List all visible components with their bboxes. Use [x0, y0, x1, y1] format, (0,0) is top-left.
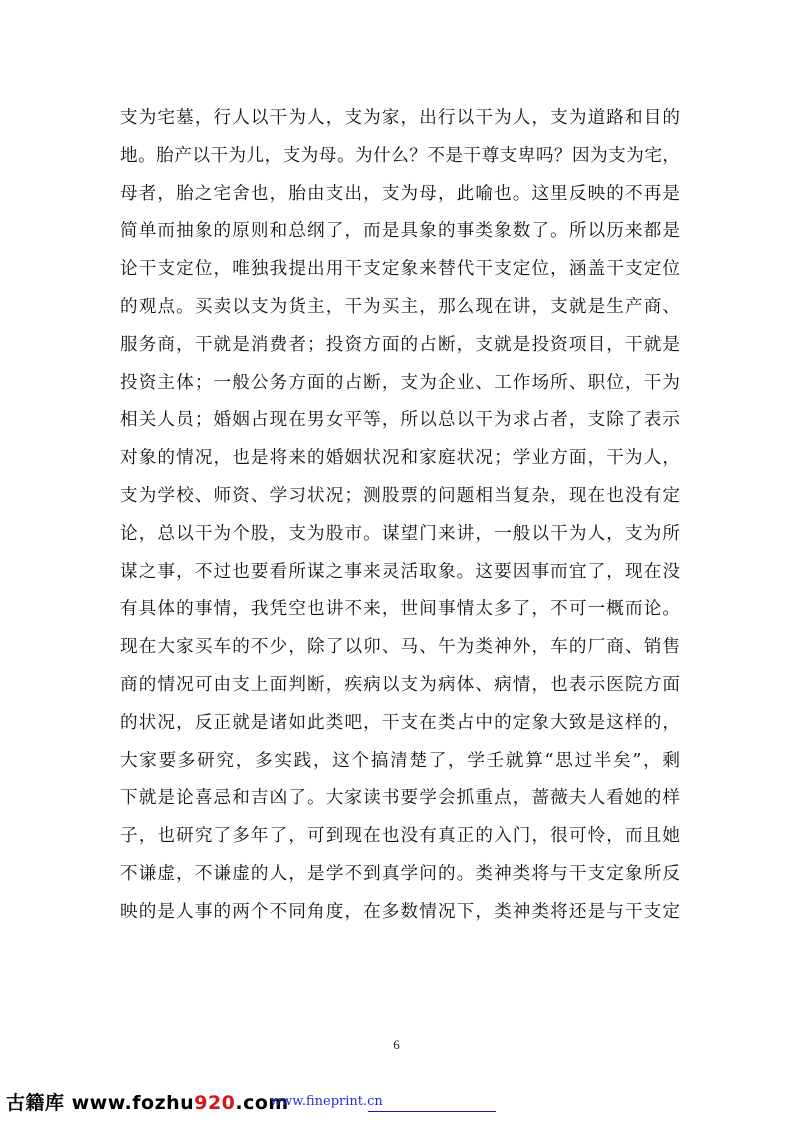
document-body [120, 100, 680, 932]
link-underline [368, 1111, 496, 1112]
text-line: 映的是人事的两个不同角度，在多数情况下，类神类将还是与干支定 [120, 901, 680, 922]
site-logo-suffix: .com [235, 1092, 289, 1114]
text-line: 大家要多研究，多实践，这个搞清楚了，学壬就算“思过半矣”，剩 [120, 750, 680, 771]
text-line: 现在大家买车的不少，除了以卯、马、午为类神外，车的厂商、销售 [120, 637, 680, 658]
text-line: 投资主体；一般公务方面的占断，支为企业、工作场所、职位，干为 [120, 372, 680, 393]
text-line: 母者，胎之宅舍也，胎由支出，支为母，此喻也。这里反映的不再是 [120, 183, 680, 204]
text-line: 谋之事，不过也要看所谋之事来灵活取象。这要因事而宜了，现在没 [120, 561, 680, 582]
text-line: 商的情况可由支上面判断，疾病以支为病体、病情，也表示医院方面 [120, 674, 680, 695]
text-line: 的观点。买卖以支为货主，干为买主，那么现在讲，支就是生产商、 [120, 296, 680, 317]
site-logo-prefix: 古籍库 www.fozhu [6, 1092, 195, 1114]
text-line: 论，总以干为个股，支为股市。谋望门来讲，一般以干为人，支为所 [120, 523, 680, 544]
fineprint-link[interactable]: www.fineprint.cn [270, 1094, 383, 1109]
text-line: 简单而抽象的原则和总纲了，而是具象的事类象数了。所以历来都是 [120, 221, 680, 242]
text-line: 子，也研究了多年了，可到现在也没有真正的入门，很可怜，而且她 [120, 826, 680, 847]
text-line: 论干支定位，唯独我提出用干支定象来替代干支定位，涵盖干支定位 [120, 259, 680, 280]
site-logo-number: 920 [194, 1092, 236, 1114]
site-logo[interactable] [6, 1088, 289, 1115]
page-footer [0, 1086, 793, 1122]
text-line: 地。胎产以干为儿，支为母。为什么？不是干尊支卑吗？因为支为宅， [120, 145, 680, 166]
page-number: 6 [393, 1037, 400, 1052]
text-line: 对象的情况，也是将来的婚姻状况和家庭状况；学业方面，干为人， [120, 448, 680, 469]
text-line: 服务商，干就是消费者；投资方面的占断，支就是投资项目，干就是 [120, 334, 680, 355]
text-line: 支为学校、师资、学习状况；测股票的问题相当复杂，现在也没有定 [120, 485, 680, 506]
text-line: 下就是论喜忌和吉凶了。大家读书要学会抓重点，蔷薇夫人看她的样 [120, 788, 680, 809]
text-line: 支为宅墓，行人以干为人，支为家，出行以干为人，支为道路和目的 [120, 108, 680, 128]
text-line: 不谦虚，不谦虚的人，是学不到真学问的。类神类将与干支定象所反 [120, 863, 680, 884]
text-line: 有具体的事情，我凭空也讲不来，世间事情太多了，不可一概而论。 [120, 599, 680, 620]
text-line: 相关人员；婚姻占现在男女平等，所以总以干为求占者，支除了表示 [120, 410, 680, 431]
text-line: 的状况，反正就是诸如此类吧，干支在类占中的定象大致是这样的， [120, 712, 680, 733]
